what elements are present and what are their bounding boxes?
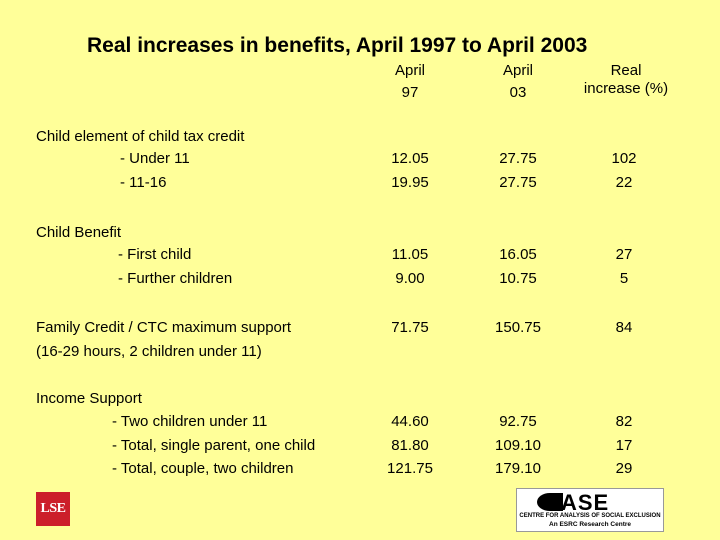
- value-real-increase: 84: [615, 319, 633, 336]
- value-real-increase: 29: [615, 460, 633, 477]
- slide-title: Real increases in benefits, April 1997 to April 2003: [87, 34, 588, 57]
- column-header-april-03: April 03: [502, 62, 533, 101]
- value-april-03: 10.75: [499, 270, 537, 287]
- section-heading-child-tax-credit: Child element of child tax credit: [36, 128, 245, 145]
- value-real-increase: 27: [615, 246, 633, 263]
- row-label: - First child: [118, 246, 192, 263]
- value-april-97: 121.75: [387, 460, 433, 477]
- value-real-increase: 102: [611, 150, 637, 167]
- row-label: - Further children: [118, 270, 233, 287]
- case-mark-icon: [537, 493, 563, 511]
- value-april-03: 150.75: [495, 319, 541, 336]
- lse-logo-text: LSE: [40, 501, 66, 516]
- value-april-03: 92.75: [499, 413, 537, 430]
- value-april-03: 27.75: [499, 150, 537, 167]
- value-april-97: 9.00: [395, 270, 425, 287]
- case-logo-tagline: An ESRC Research Centre: [549, 521, 631, 528]
- value-april-97: 11.05: [391, 246, 429, 263]
- row-label: - 11-16: [120, 174, 167, 191]
- value-april-03: 27.75: [499, 174, 537, 191]
- column-header-real-increase: Real increase (%): [583, 62, 669, 97]
- value-april-03: 179.10: [495, 460, 541, 477]
- lse-logo: [36, 492, 70, 526]
- value-real-increase: 82: [615, 413, 633, 430]
- row-label: - Total, couple, two children: [112, 460, 294, 477]
- value-april-97: 44.60: [391, 413, 429, 430]
- case-logo-text: ASE: [561, 490, 610, 515]
- value-real-increase: 22: [615, 174, 633, 191]
- value-april-97: 19.95: [391, 174, 429, 191]
- case-logo-subtitle: CENTRE FOR ANALYSIS OF SOCIAL EXCLUSION: [519, 513, 661, 519]
- value-real-increase: 17: [615, 437, 633, 454]
- value-april-03: 109.10: [495, 437, 541, 454]
- value-april-97: 81.80: [391, 437, 429, 454]
- value-april-03: 16.05: [499, 246, 537, 263]
- row-label: - Under 11: [120, 150, 190, 167]
- value-real-increase: 5: [619, 270, 629, 287]
- section-heading-child-benefit: Child Benefit: [36, 224, 122, 241]
- row-label: - Total, single parent, one child: [112, 437, 316, 454]
- row-label: - Two children under 11: [112, 413, 268, 430]
- section-subheading-family-credit: (16-29 hours, 2 children under 11): [36, 343, 262, 360]
- value-april-97: 71.75: [391, 319, 429, 336]
- section-heading-family-credit: Family Credit / CTC maximum support: [36, 319, 292, 336]
- column-header-april-97: April 97: [394, 62, 425, 101]
- case-logo: [516, 488, 664, 532]
- section-heading-income-support: Income Support: [36, 390, 142, 407]
- value-april-97: 12.05: [391, 150, 429, 167]
